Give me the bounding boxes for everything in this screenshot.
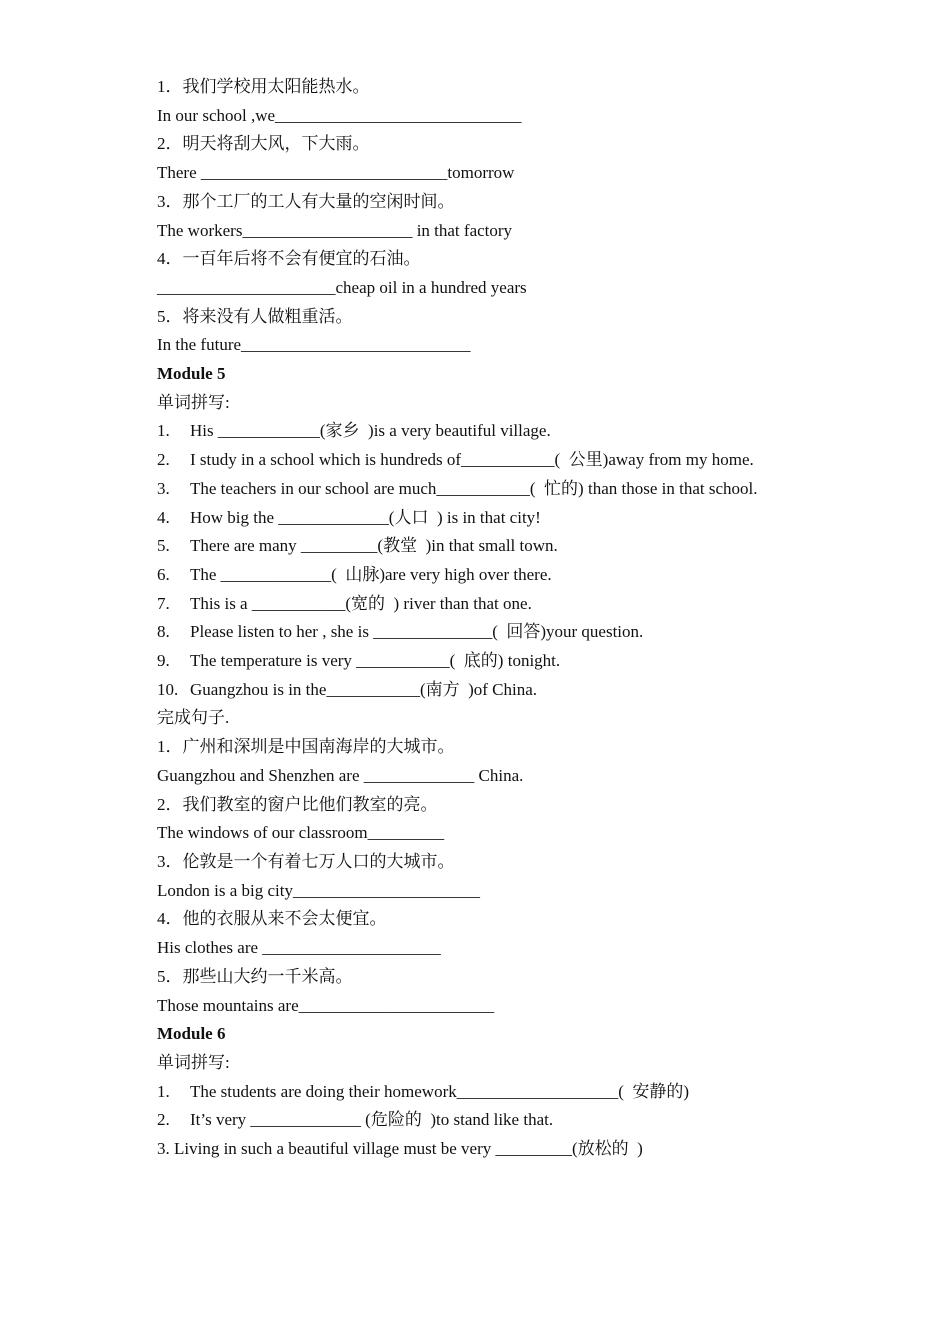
vocab-item bbox=[157, 1106, 807, 1135]
item-number: 1. bbox=[157, 1081, 170, 1101]
item-text: The _____________( 山脉)are very high over there. bbox=[190, 564, 552, 584]
item-number: 8. bbox=[157, 622, 170, 642]
item-number: 5. bbox=[157, 536, 170, 556]
item-number: 10. bbox=[157, 679, 179, 699]
item-text: It’s very _____________ (危险的 )to stand like that. bbox=[190, 1110, 554, 1130]
item-number: 7. bbox=[157, 593, 170, 613]
question-zh: 4．他的衣服从来不会太便宜。 bbox=[157, 909, 387, 929]
answer-line: His clothes are _____________________ bbox=[157, 938, 441, 958]
vocab-item bbox=[157, 417, 807, 446]
question-zh: 4．一百年后将不会有便宜的石油。 bbox=[157, 249, 421, 269]
item-number: 2. bbox=[157, 1110, 170, 1130]
vocab-item bbox=[157, 590, 807, 619]
item-text: This is a ___________(宽的 ) river than that one. bbox=[190, 593, 532, 613]
item-text: I study in a school which is hundreds of___________( 公里)away from my home. bbox=[190, 450, 754, 470]
answer-line: In the future___________________________ bbox=[157, 335, 471, 355]
question-zh: 5．将来没有人做粗重活。 bbox=[157, 306, 353, 326]
vocab-item bbox=[157, 676, 807, 705]
question-zh: 1．广州和深圳是中国南海岸的大城市。 bbox=[157, 737, 455, 757]
vocab-item bbox=[157, 532, 807, 561]
item-text: How big the _____________(人口 ) is in that city! bbox=[190, 507, 541, 527]
vocab-heading: 单词拼写: bbox=[157, 1052, 230, 1072]
answer-line: There _____________________________tomorrow bbox=[157, 163, 515, 183]
answer-line: London is a big city______________________ bbox=[157, 880, 480, 900]
vocab-item-plain: 3. Living in such a beautiful village must be very _________(放松的 ) bbox=[157, 1139, 643, 1159]
item-text: The teachers in our school are much___________( 忙的) than those in that school. bbox=[190, 478, 758, 498]
question-zh: 3．伦敦是一个有着七万人口的大城市。 bbox=[157, 851, 455, 871]
vocab-item bbox=[157, 1078, 807, 1107]
document-content bbox=[157, 73, 807, 1164]
vocab-item bbox=[157, 618, 807, 647]
answer-line: Guangzhou and Shenzhen are _____________ China. bbox=[157, 765, 524, 785]
item-number: 6. bbox=[157, 564, 170, 584]
answer-line: The windows of our classroom_________ bbox=[157, 823, 445, 843]
vocab-item bbox=[157, 475, 807, 504]
vocab-item bbox=[157, 561, 807, 590]
item-text: There are many _________(教堂 )in that small town. bbox=[190, 536, 558, 556]
answer-line: _____________________cheap oil in a hundred years bbox=[157, 277, 527, 297]
item-text: Please listen to her , she is ______________( 回答)your question. bbox=[190, 622, 644, 642]
module-5-title: Module 5 bbox=[157, 364, 226, 384]
item-text: The temperature is very ___________( 底的) tonight. bbox=[190, 651, 561, 671]
question-zh: 3．那个工厂的工人有大量的空闲时间。 bbox=[157, 191, 455, 211]
module-6-title: Module 6 bbox=[157, 1024, 226, 1044]
question-zh: 5．那些山大约一千米高。 bbox=[157, 966, 353, 986]
answer-line: Those mountains are_______________________ bbox=[157, 995, 495, 1015]
answer-line: In our school ,we_____________________________ bbox=[157, 105, 522, 125]
question-zh: 2．我们教室的窗户比他们教室的亮。 bbox=[157, 794, 438, 814]
item-text: Guangzhou is in the___________(南方 )of China. bbox=[190, 679, 538, 699]
vocab-heading: 单词拼写: bbox=[157, 392, 230, 412]
vocab-item bbox=[157, 647, 807, 676]
question-zh: 2．明天将刮大风，下大雨。 bbox=[157, 134, 370, 154]
item-number: 3. bbox=[157, 478, 170, 498]
item-number: 4. bbox=[157, 507, 170, 527]
item-number: 1. bbox=[157, 421, 170, 441]
vocab-item bbox=[157, 504, 807, 533]
item-text: His ____________(家乡 )is a very beautiful village. bbox=[190, 421, 551, 441]
item-text: The students are doing their homework___________________( 安静的) bbox=[190, 1081, 690, 1101]
item-number: 2. bbox=[157, 450, 170, 470]
sentence-heading: 完成句子. bbox=[157, 708, 230, 728]
question-zh: 1．我们学校用太阳能热水。 bbox=[157, 77, 370, 96]
vocab-item bbox=[157, 446, 807, 475]
answer-line: The workers____________________ in that factory bbox=[157, 220, 513, 240]
item-number: 9. bbox=[157, 651, 170, 671]
